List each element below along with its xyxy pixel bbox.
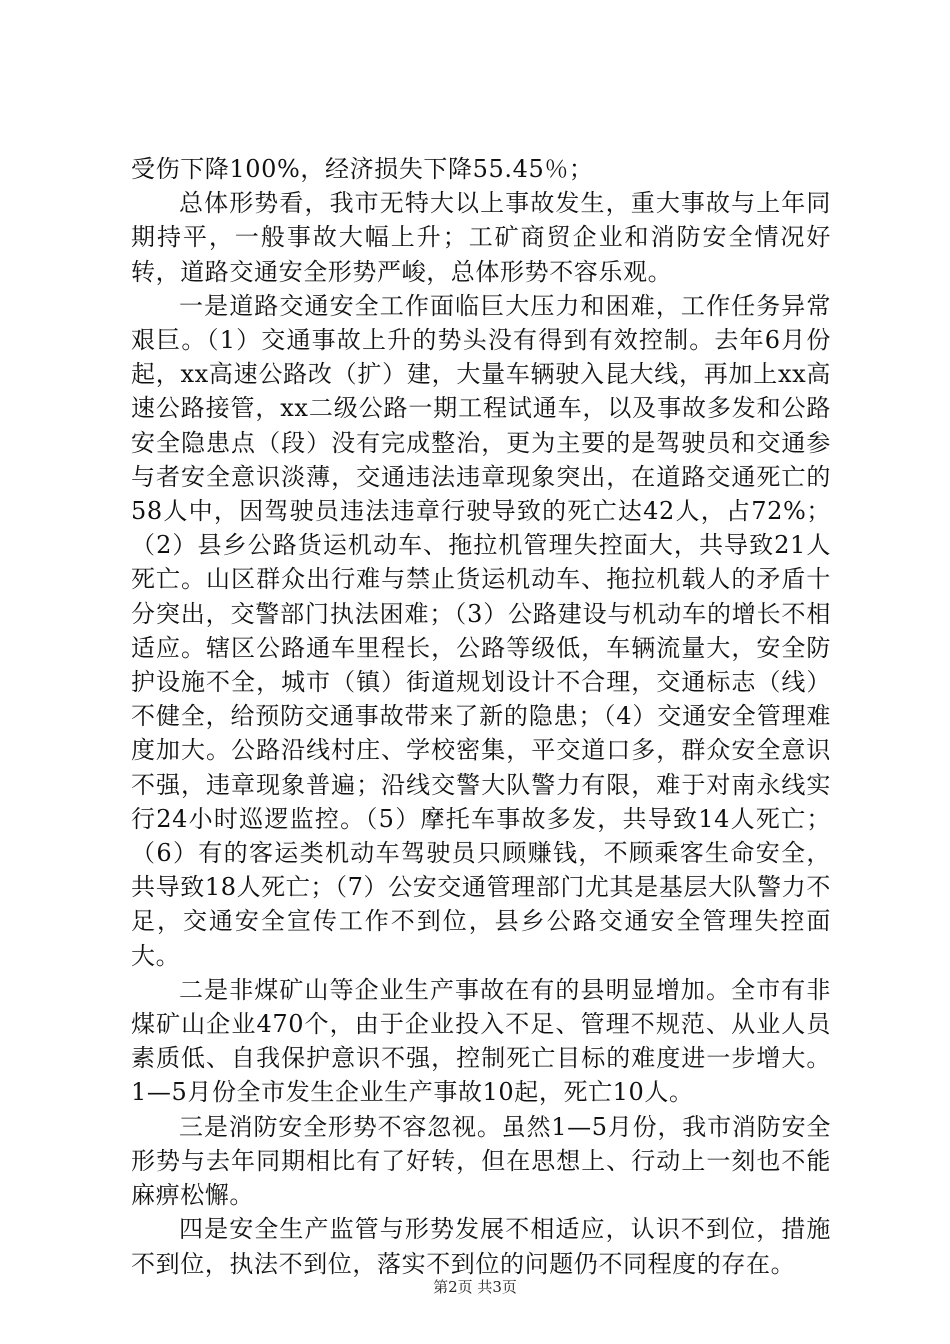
paragraph-road-traffic: 一是道路交通安全工作面临巨大压力和困难，工作任务异常艰巨。（1）交通事故上升的势头没有得到有效控制。去年6月份起，xx高速公路改（扩）建，大量车辆驶入昆大线，再加上xx高速公路接管，xx二级公路一期工程试通车，以及事故多发和公路安全隐患点（段）没有完成整治，更为主要的是驾驶员和交通参与者安全意识淡薄，交通违法违章现象突出，在道路交通死亡的58人中，因驾驶员违法违章行驶导致的死亡达42人，占72%；（2）县乡公路货运机动车、拖拉机管理失控面大，共导致21人死亡。山区群众出行难与禁止货运机动车、拖拉机载人的矛盾十分突出，交警部门执法困难；（3）公路建设与机动车的增长不相适应。辖区公路通车里程长，公路等级低，车辆流量大，安全防护设施不全，城市（镇）街道规划设计不合理，交通标志（线）不健全，给预防交通事故带来了新的隐患；（4）交通安全管理难度加大。公路沿线村庄、学校密集，平交道口多，群众安全意识不强，违章现象普遍；沿线交警大队警力有限，难于对南永线实行24小时巡逻监控。（5）摩托车事故多发，共导致14人死亡；（6）有的客运类机动车驾驶员只顾赚钱，不顾乘客生命安全，共导致18人死亡；（7）公安交通管理部门尤其是基层大队警力不足，交通安全宣传工作不到位，县乡公路交通安全管理失控面大。 [131,291,831,970]
paragraph-fire-safety: 三是消防安全形势不容忽视。虽然1—5月份，我市消防安全形势与去年同期相比有了好转，但在思想上、行动上一刻也不能麻痹松懈。 [131,1112,831,1210]
paragraph-continuation: 受伤下降100%，经济损失下降55.45％； [131,155,594,183]
document-body [131,152,831,1281]
paragraph-overall-situation: 总体形势看，我市无特大以上事故发生，重大事故与上年同期持平，一般事故大幅上升；工矿商贸企业和消防安全情况好转，道路交通安全形势严峻，总体形势不容乐观。 [131,189,831,286]
page-footer: 第2页 共3页 [433,1278,517,1296]
paragraph-supervision: 四是安全生产监管与形势发展不相适应，认识不到位，措施不到位，执法不到位，落实不到位的问题仍不同程度的存在。 [131,1215,831,1278]
paragraph-non-coal-mines: 二是非煤矿山等企业生产事故在有的县明显增加。全市有非煤矿山企业470个，由于企业投入不足、管理不规范、从业人员素质低、自我保护意识不强，控制死亡目标的难度进一步增大。1—5月份全市发生企业生产事故10起，死亡10人。 [131,975,831,1107]
